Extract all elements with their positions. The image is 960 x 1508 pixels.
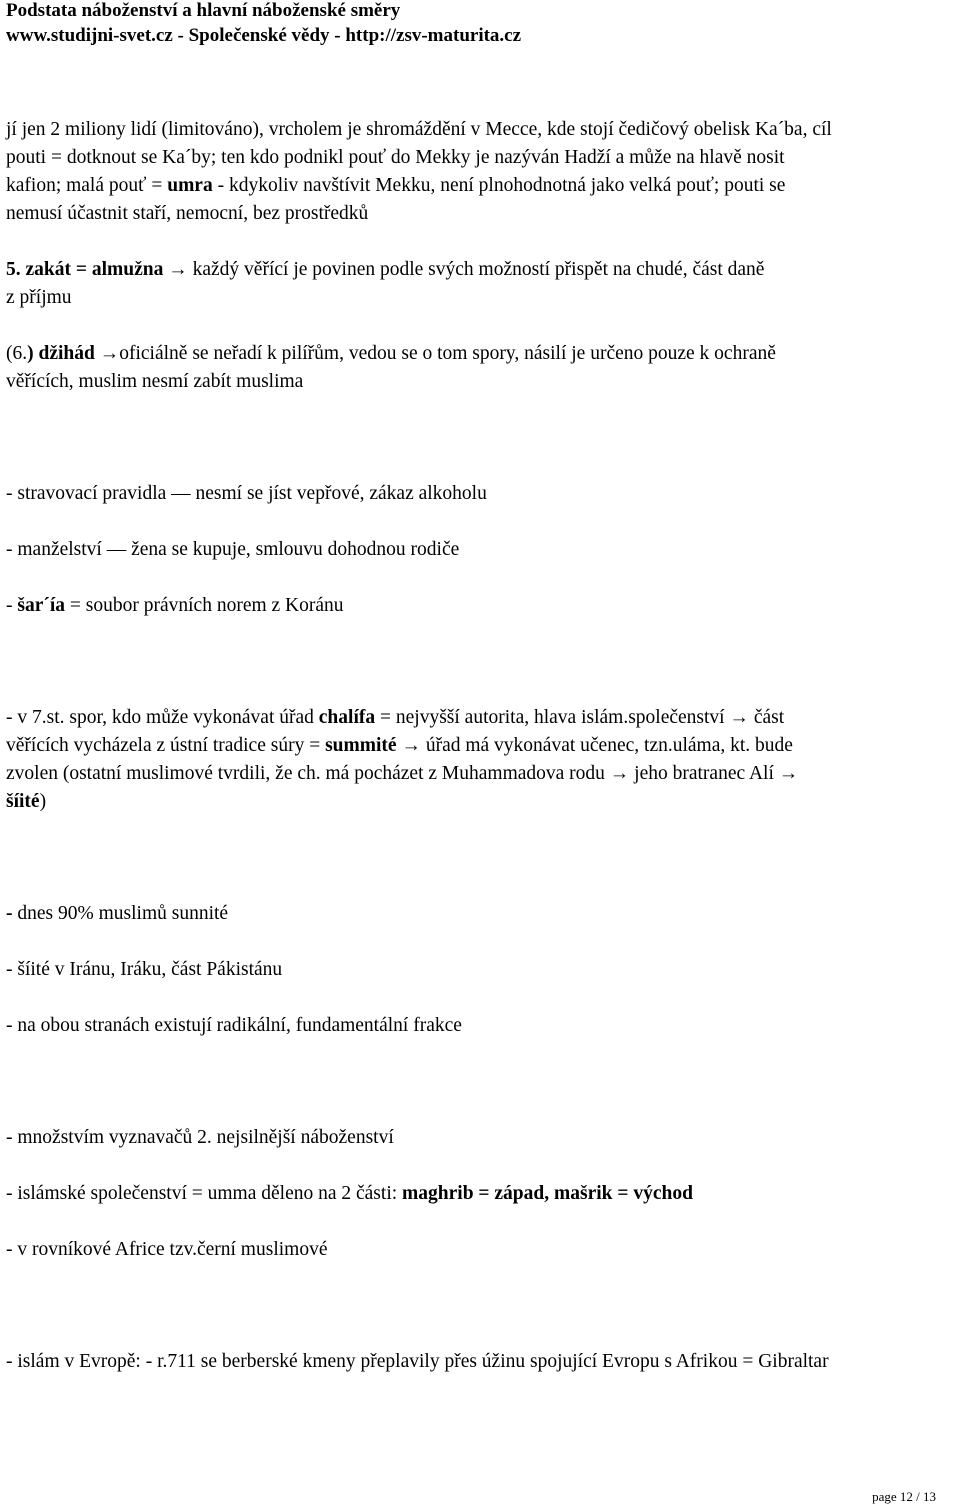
arrow-icon: → [778,763,799,784]
paragraph-line: z příjmu [6,287,72,308]
arrow-icon: → [168,259,188,280]
paragraph-line: zvolen (ostatní muslimové tvrdili, že ch. má pocházet z Muhammadova rodu → jeho bratranec Alí → [6,763,799,784]
arrow-icon: → [609,763,630,784]
paragraph-line: kafion; malá pouť = umra - kdykoliv navštívit Mekku, není plnohodnotná jako velká pouť; pouti se [6,175,786,196]
arrow-icon: → [729,707,749,728]
list-item: - stravovací pravidla — nesmí se jíst vepřové, zákaz alkoholu [6,483,487,504]
paragraph-line: věřících vycházela z ústní tradice súry = summité → úřad má vykonávat učenec, tzn.ulámа, kt. bude [6,735,793,756]
list-item: - množstvím vyznavačů 2. nejsilnější náboženství [6,1127,394,1148]
paragraph-line: - v 7.st. spor, kdo může vykonávat úřad chalífa = nejvyšší autorita, hlava islám.společenství → část [6,707,785,728]
paragraph-line: jí jen 2 miliony lidí (limitováno), vrcholem je shromáždění v Mecce, kde stojí čedičový obelisk Ka´ba, cíl [6,119,832,140]
list-item: - islámské společenství = umma děleno na 2 části: maghrib = západ, mašrik = východ [6,1183,693,1204]
list-item: - šíité v Iránu, Iráku, část Pákistánu [6,959,283,980]
paragraph-line: (6.) džihád →oficiálně se neřadí k pilířům, vedou se o tom spory, násilí je určeno pouze k ochraně [6,343,776,364]
document-source: www.studijni-svet.cz - Společenské vědy - http://zsv-maturita.cz [6,25,522,46]
paragraph-line: 5. zakát = almužna → každý věřící je povinen podle svých možností přispět na chudé, část daně [6,259,765,280]
arrow-icon: → [99,343,120,364]
page-number: page 12 / 13 [872,1489,936,1504]
paragraph-line: věřících, muslim nesmí zabít muslima [6,371,304,392]
paragraph-line: nemusí účastnit staří, nemocní, bez prostředků [6,203,369,224]
list-item: - na obou stranách existují radikální, fundamentální frakce [6,1015,462,1036]
dzihad-heading: ) džihád [27,343,95,364]
list-item: - manželství — žena se kupuje, smlouvu dohodnou rodiče [6,539,460,560]
paragraph-line: pouti = dotknout se Ka´by; ten kdo podnikl pouť do Mekky je nazýván Hadží a může na hlavě nosit [6,147,785,168]
list-item: - islám v Evropě: - r.711 se berberské kmeny přeplavily přes úžinu spojující Evropu s Afrikou = Gibraltar [6,1351,829,1372]
list-item: - dnes 90% muslimů sunnité [6,903,229,924]
document-title: Podstata náboženství a hlavní náboženské směry [6,0,401,21]
arrow-icon: → [401,735,421,756]
list-item: - v rovníkové Africe tzv.černí muslimové [6,1239,328,1260]
paragraph-line: šíité) [6,791,47,812]
list-item: - šar´ía = soubor právních norem z Koránu [6,595,344,616]
zakat-heading: 5. zakát = almužna [6,259,164,280]
